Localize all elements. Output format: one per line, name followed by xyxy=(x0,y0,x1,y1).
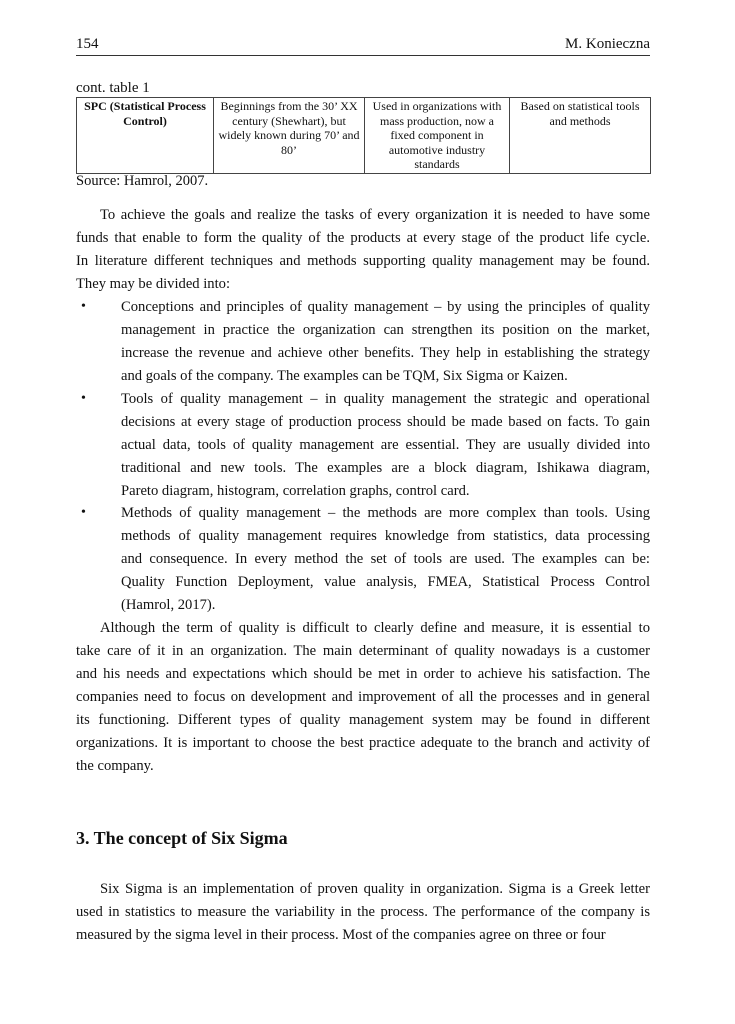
text-line: take care of it in an organization. The main determinant of quality nowadays is a customer xyxy=(76,643,650,659)
text-line: increase the revenue and achieve other benefits. They help in establishing the strategy xyxy=(121,345,650,361)
header-divider xyxy=(76,55,650,56)
text-line: the company. xyxy=(76,758,154,774)
bullet-icon: • xyxy=(81,391,86,406)
text-line: In literature different techniques and methods supporting quality management may be found. xyxy=(76,253,650,269)
text-line: organizations. It is important to choose the best practice adequate to the branch and activity of xyxy=(76,735,650,751)
text-line: actual data, tools of quality management are essential. They are usually divided into xyxy=(121,437,650,453)
text-line: Pareto diagram, histogram, correlation graphs, control card. xyxy=(121,483,470,499)
text-line: traditional and new tools. The examples are a block diagram, Ishikawa diagram, xyxy=(121,460,650,476)
text-line: Six Sigma is an implementation of proven quality in organization. Sigma is a Greek letter xyxy=(100,881,650,897)
table-source: Source: Hamrol, 2007. xyxy=(76,173,209,189)
text-line: Tools of quality management – in quality management the strategic and operational xyxy=(121,391,650,407)
table-caption: cont. table 1 xyxy=(76,80,150,96)
text-line: Although the term of quality is difficult to clearly define and measure, it is essential to xyxy=(100,620,650,636)
table-cell: Beginnings from the 30’ XX century (Shewhart), but widely known during 70’ and 80’ xyxy=(214,98,365,174)
page-number: 154 xyxy=(76,36,99,52)
table-row xyxy=(77,98,651,174)
text-line: Quality Function Deployment, value analysis, FMEA, Statistical Process Control xyxy=(121,574,650,590)
text-line: Methods of quality management – the methods are more complex than tools. Using xyxy=(121,505,650,521)
table-1 xyxy=(76,97,651,174)
bullet-icon: • xyxy=(81,505,86,520)
section-heading: 3. The concept of Six Sigma xyxy=(76,828,288,848)
table-cell: SPC (Statistical Process Control) xyxy=(77,98,214,174)
text-line: decisions at every stage of production process should be made based on facts. To gain xyxy=(121,414,650,430)
text-line: its functioning. Different types of quality management system may be found in different xyxy=(76,712,650,728)
text-line: funds that enable to form the quality of the products at every stage of the product life cycle. xyxy=(76,230,650,246)
text-line: and goals of the company. The examples can be TQM, Six Sigma or Kaizen. xyxy=(121,368,568,384)
text-line: and his needs and expectations which should be met in order to achieve his satisfaction. The xyxy=(76,666,650,682)
table-cell: Based on statistical tools and methods xyxy=(510,98,651,174)
text-line: They may be divided into: xyxy=(76,276,231,292)
text-line: methods of quality management requires knowledge from statistics, data processing xyxy=(121,528,650,544)
text-line: companies need to focus on development and improvement of all the processes and in general xyxy=(76,689,650,705)
text-line: Conceptions and principles of quality management – by using the principles of quality xyxy=(121,299,650,315)
text-line: To achieve the goals and realize the tasks of every organization it is needed to have some xyxy=(100,207,650,223)
bullet-icon: • xyxy=(81,299,86,314)
text-line: used in statistics to measure the variability in the process. The performance of the company is xyxy=(76,904,650,920)
text-line: and consequence. In every method the set of tools are used. The examples can be: xyxy=(121,551,650,567)
text-line: (Hamrol, 2017). xyxy=(121,597,216,613)
text-line: management in practice the organization can strengthen its position on the market, xyxy=(121,322,650,338)
running-header-author: M. Konieczna xyxy=(565,36,650,52)
text-line: measured by the sigma level in their process. Most of the companies agree on three or four xyxy=(76,927,606,943)
table-cell: Used in organizations with mass production, now a fixed component in automotive industry standards xyxy=(365,98,510,174)
